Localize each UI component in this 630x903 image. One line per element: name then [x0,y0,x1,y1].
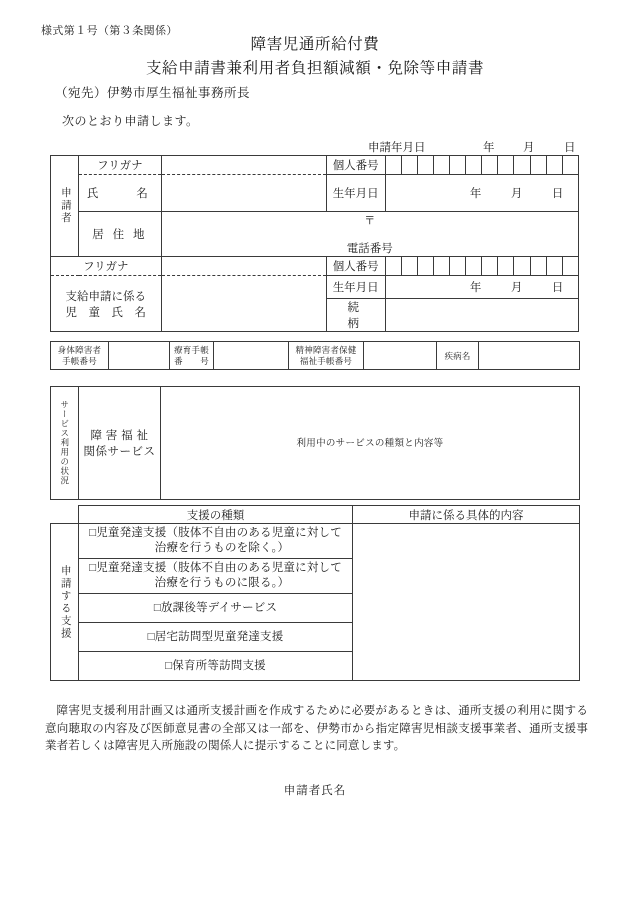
support-item-5-checkbox[interactable]: □ [165,659,173,672]
service-status-section-label: サービス利用の状況 [59,400,70,486]
child-mynumber-cell-10[interactable] [530,257,546,276]
applicant-birthdate-input[interactable] [385,175,578,212]
applicant-birth-year-unit: 年 [469,188,482,200]
support-section-label: 申請する支援 [59,564,71,640]
physical-certificate-label-line2: 手帳番号 [62,355,97,366]
support-item-2-line2: 治療を行うものに限る。） [154,577,290,589]
child-mynumber-cell-9[interactable] [514,257,530,276]
child-birthdate-row [51,276,579,299]
child-birthdate-label: 生年月日 [326,276,385,299]
mental-certificate-label-line1: 精神障害者保健 [295,344,357,355]
child-name-input[interactable] [161,276,326,332]
certificate-row [51,342,580,370]
service-content-hint: 利用中のサービスの種類と内容等 [296,438,444,449]
child-mynumber-cell-12[interactable] [562,257,578,276]
applicant-mynumber-cell-10[interactable] [530,156,546,175]
applicant-section-label: 申請者 [59,187,71,225]
disease-name-label-text: 疾病名 [444,350,471,361]
applicant-address-label [79,212,161,257]
support-item-2[interactable] [79,559,353,594]
mental-certificate-input[interactable] [364,342,437,370]
physical-certificate-label [51,342,109,370]
service-status-row [51,387,580,500]
service-category-label-line2: 関係サービス [83,446,156,458]
ryoiku-certificate-label-line2: 番 号 [174,355,209,366]
applicant-name-input[interactable] [161,175,326,212]
support-item-3-checkbox[interactable]: □ [153,601,161,614]
child-name-label [51,276,162,332]
intro-text: 次のとおり申請します。 [62,114,199,128]
mental-certificate-label-line2: 福祉手帳番号 [299,355,353,366]
child-relation-input[interactable] [385,299,578,332]
mental-certificate-label [289,342,364,370]
child-mynumber-cell-2[interactable] [401,257,417,276]
applicant-birthdate-label: 生年月日 [326,175,385,212]
service-category-label-line1: 障 害 福 祉 [90,430,149,442]
title-line-1: 障害児通所給付費 [250,36,380,53]
child-mynumber-cell-6[interactable] [466,257,482,276]
application-date-day-unit: 日 [564,142,576,154]
applicant-mynumber-cell-12[interactable] [562,156,578,175]
support-item-1-line2: 治療を行うものを除く。） [154,542,290,554]
applicant-mynumber-cell-9[interactable] [514,156,530,175]
ryoiku-certificate-label [170,342,214,370]
child-birth-month-unit: 月 [510,282,523,294]
applicant-mynumber-cell-4[interactable] [434,156,450,175]
applicant-child-table [50,155,579,332]
applicant-name-row [51,175,579,212]
application-date-label: 申請年月日 [368,142,426,154]
child-relation-label-text: 続 柄 [347,302,397,330]
applicant-mynumber-cell-7[interactable] [482,156,498,175]
applicant-furigana-input[interactable] [161,156,326,175]
service-status-table [50,386,580,500]
service-category-label [79,387,161,500]
support-item-2-line1: 児童発達支援（肢体不自由のある児童に対して [96,562,342,574]
support-item-2-checkbox[interactable]: □ [89,562,97,574]
applicant-mynumber-cell-5[interactable] [450,156,466,175]
support-section-label-cell [51,524,79,681]
disease-name-input[interactable] [479,342,580,370]
applicant-mynumber-cell-11[interactable] [546,156,562,175]
applicant-birth-day-unit: 日 [551,188,564,200]
support-item-4-line1: 居宅訪問型児童発達支援 [154,630,284,643]
child-mynumber-cell-8[interactable] [498,257,514,276]
applicant-mynumber-cell-1[interactable] [385,156,401,175]
child-name-label-line1: 支給申請に係る [65,290,147,303]
support-item-1-checkbox[interactable]: □ [89,527,97,539]
child-mynumber-label: 個人番号 [326,257,385,276]
application-date-year-unit: 年 [483,142,495,154]
child-birthdate-input[interactable] [385,276,578,299]
support-type-header: 支援の種類 [79,506,353,524]
applicant-mynumber-cell-2[interactable] [401,156,417,175]
child-mynumber-cell-11[interactable] [546,257,562,276]
applicant-furigana-label: フリガナ [79,156,161,175]
child-relation-label [326,299,397,332]
consent-paragraph [45,703,588,756]
certificate-table [50,341,580,370]
child-mynumber-cell-1[interactable] [385,257,401,276]
support-item-3[interactable] [79,594,353,623]
application-date-month-unit: 月 [523,142,535,154]
child-furigana-row [51,257,579,276]
support-detail-input[interactable] [353,524,580,681]
ryoiku-certificate-label-line1: 療育手帳 [174,344,209,355]
page-title [0,33,630,81]
applicant-address-row [51,212,579,257]
support-header-row [51,506,580,524]
applicant-section-label-cell [51,156,79,257]
signature-label: 申請者氏名 [283,785,347,797]
form-number: 様式第１号（第３条関係） [41,25,178,37]
disease-name-label [437,342,479,370]
child-mynumber-cell-7[interactable] [482,257,498,276]
child-furigana-label: フリガナ [51,257,162,276]
support-item-row-1 [51,524,580,559]
child-mynumber-cell-3[interactable] [418,257,434,276]
applicant-name-label-text: 氏 名 [86,188,153,200]
physical-certificate-input[interactable] [109,342,170,370]
applicant-mynumber-cell-3[interactable] [418,156,434,175]
child-mynumber-cell-5[interactable] [450,257,466,276]
title-line-2: 支給申請書兼利用者負担額減額・免除等申請書 [145,60,485,77]
applicant-furigana-row [51,156,579,175]
applicant-address-input[interactable] [161,212,578,257]
child-furigana-input[interactable] [161,257,326,276]
application-date-line [368,139,588,155]
support-item-5-line1: 保育所等訪問支援 [172,659,266,672]
applicant-mynumber-label: 個人番号 [326,156,385,175]
support-item-4[interactable] [79,623,353,652]
child-name-label-line2: 児 童 氏 名 [65,306,147,319]
service-status-section-label-cell [51,387,79,500]
postal-mark-icon: 〒 [364,215,376,227]
support-table [50,505,580,681]
physical-certificate-label-line1: 身体障害者 [57,344,102,355]
child-birth-year-unit: 年 [469,282,482,294]
support-item-4-checkbox[interactable]: □ [147,630,155,643]
applicant-mynumber-cell-8[interactable] [498,156,514,175]
service-content-input[interactable] [161,387,580,500]
applicant-phone-label: 電話番号 [346,243,393,255]
support-item-1[interactable] [79,524,353,559]
child-birth-day-unit: 日 [551,282,564,294]
consent-text: 障害児支援利用計画又は通所支援計画を作成するために必要があるときは、通所支援の利用に関する意向聴取の内容及び医師意見書の全部又は一部を、伊勢市から指定障害児相談支援事業者、通所支援事業者若しくは障害児入所施設の関係人に提示することに同意します。 [45,705,588,752]
applicant-birth-month-unit: 月 [510,188,523,200]
addressee: （宛先）伊勢市厚生福祉事務所長 [55,86,251,100]
support-item-3-line1: 放課後等デイサービス [160,601,278,614]
support-item-5[interactable] [79,652,353,681]
support-detail-header: 申請に係る具体的内容 [353,506,580,524]
applicant-mynumber-cell-6[interactable] [466,156,482,175]
child-mynumber-cell-4[interactable] [434,257,450,276]
applicant-name-label [79,175,161,212]
ryoiku-certificate-input[interactable] [214,342,289,370]
applicant-address-label-text: 居 住 地 [92,229,148,241]
support-item-1-line1: 児童発達支援（肢体不自由のある児童に対して [96,527,342,539]
support-header-spacer [51,506,79,524]
